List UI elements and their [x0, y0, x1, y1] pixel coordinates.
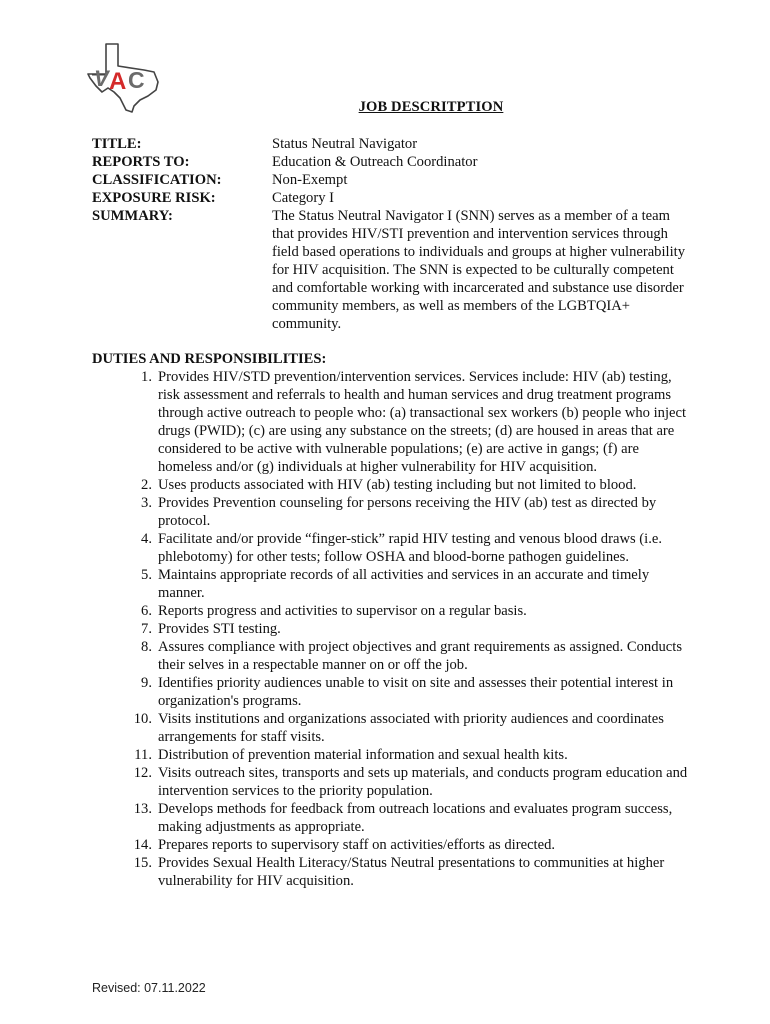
list-item — [92, 854, 692, 890]
meta-row-exposure-risk — [92, 189, 692, 207]
list-item-number: 11. — [134, 747, 152, 763]
logo-letter-v: V — [94, 66, 109, 91]
list-item — [92, 836, 692, 854]
list-item-number: 6. — [141, 603, 152, 619]
list-item — [92, 638, 692, 674]
list-item — [92, 746, 692, 764]
duties-list — [92, 368, 692, 890]
list-item-text: Visits outreach sites, transports and sets up materials, and conducts program education and intervention services to the priority population. — [158, 765, 688, 799]
revised-date: Revised: 07.11.2022 — [92, 981, 206, 995]
meta-row-reports-to — [92, 153, 692, 171]
list-item — [92, 476, 692, 494]
list-item-number: 12. — [133, 765, 152, 781]
list-item-text: Maintains appropriate records of all activities and services in an accurate and timely manner. — [158, 567, 650, 601]
list-item-number: 2. — [141, 477, 152, 493]
meta-label: CLASSIFICATION: — [92, 172, 222, 188]
list-item-number: 8. — [141, 639, 152, 655]
meta-value: Non-Exempt — [272, 172, 348, 188]
list-item-text: Provides Sexual Health Literacy/Status Neutral presentations to communities at higher vulnerability for HIV acquisition. — [158, 855, 665, 889]
job-meta-table — [92, 135, 692, 333]
list-item — [92, 566, 692, 602]
list-item — [92, 494, 692, 530]
list-item-number: 14. — [133, 837, 152, 853]
document-title: JOB DESCRITPTION — [358, 99, 504, 115]
meta-row-classification — [92, 171, 692, 189]
list-item-text: Assures compliance with project objectives and grant requirements as assigned. Conducts their selves in a respectable manner on or off the job. — [158, 639, 683, 673]
list-item-text: Facilitate and/or provide “finger-stick” rapid HIV testing and venous blood draws (i.e. phlebotomy) for other tests; follow OSHA and blood-borne pathogen guidelines. — [158, 531, 662, 565]
meta-row-title — [92, 135, 692, 153]
list-item-number: 15. — [133, 855, 152, 871]
list-item-number: 1. — [141, 369, 152, 385]
list-item-number: 13. — [133, 801, 152, 817]
list-item-number: 4. — [141, 531, 152, 547]
meta-value: Status Neutral Navigator — [272, 136, 418, 152]
list-item — [92, 710, 692, 746]
list-item-number: 10. — [133, 711, 152, 727]
meta-label: EXPOSURE RISK: — [92, 190, 216, 206]
list-item — [92, 674, 692, 710]
list-item-text: Reports progress and activities to supervisor on a regular basis. — [158, 603, 527, 619]
meta-label: TITLE: — [92, 136, 142, 152]
meta-label: REPORTS TO: — [92, 154, 190, 170]
list-item-number: 3. — [141, 495, 152, 511]
list-item-text: Distribution of prevention material information and sexual health kits. — [158, 747, 568, 763]
list-item-text: Provides STI testing. — [158, 621, 281, 637]
list-item — [92, 764, 692, 800]
list-item-number: 9. — [141, 675, 152, 691]
list-item-text: Uses products associated with HIV (ab) testing including but not limited to blood. — [158, 477, 637, 493]
duties-heading: DUTIES AND RESPONSIBILITIES: — [92, 351, 327, 367]
meta-label: SUMMARY: — [92, 208, 173, 224]
list-item — [92, 602, 692, 620]
list-item-text: Provides HIV/STD prevention/intervention services. Services include: HIV (ab) testing, risk assessment and referrals to health and human services and drug treatment programs through active outreach to people who: (a) transactional sex workers (b) people who inject drugs (PWID); (c) are using any substance on the streets; (d) are housed in areas that are considered to be active with vulnerable populations; (e) are active in gangs; (f) are homeless and/or (g) individuals at higher vulnerability for HIV acquisition. — [158, 369, 687, 475]
list-item-number: 5. — [141, 567, 152, 583]
logo-letter-a: A — [109, 68, 127, 95]
list-item-number: 7. — [141, 621, 152, 637]
meta-row-summary — [92, 207, 692, 333]
list-item — [92, 620, 692, 638]
summary-text: The Status Neutral Navigator I (SNN) serves as a member of a team that provides HIV/STI prevention and intervention services through field based operations to individuals and groups at higher vulnerability for HIV acquisition. The SNN is expected to be culturally competent and comfortable working with incarcerated and substance use disorder community members, as well as members of the LGBTQIA+ community. — [272, 208, 685, 332]
list-item — [92, 368, 692, 476]
logo-letter-c: C — [128, 67, 145, 93]
list-item-text: Provides Prevention counseling for persons receiving the HIV (ab) test as directed by protocol. — [158, 495, 657, 529]
list-item-text: Visits institutions and organizations associated with priority audiences and coordinates arrangements for staff visits. — [158, 711, 664, 745]
list-item-text: Develops methods for feedback from outreach locations and evaluates program success, making adjustments as appropriate. — [158, 801, 673, 835]
list-item — [92, 530, 692, 566]
list-item-text: Prepares reports to supervisory staff on activities/efforts as directed. — [158, 837, 556, 853]
meta-value: Education & Outreach Coordinator — [272, 154, 478, 170]
list-item-text: Identifies priority audiences unable to visit on site and assesses their potential interest in organization's programs. — [158, 675, 674, 709]
meta-value: Category I — [272, 190, 335, 206]
list-item — [92, 800, 692, 836]
